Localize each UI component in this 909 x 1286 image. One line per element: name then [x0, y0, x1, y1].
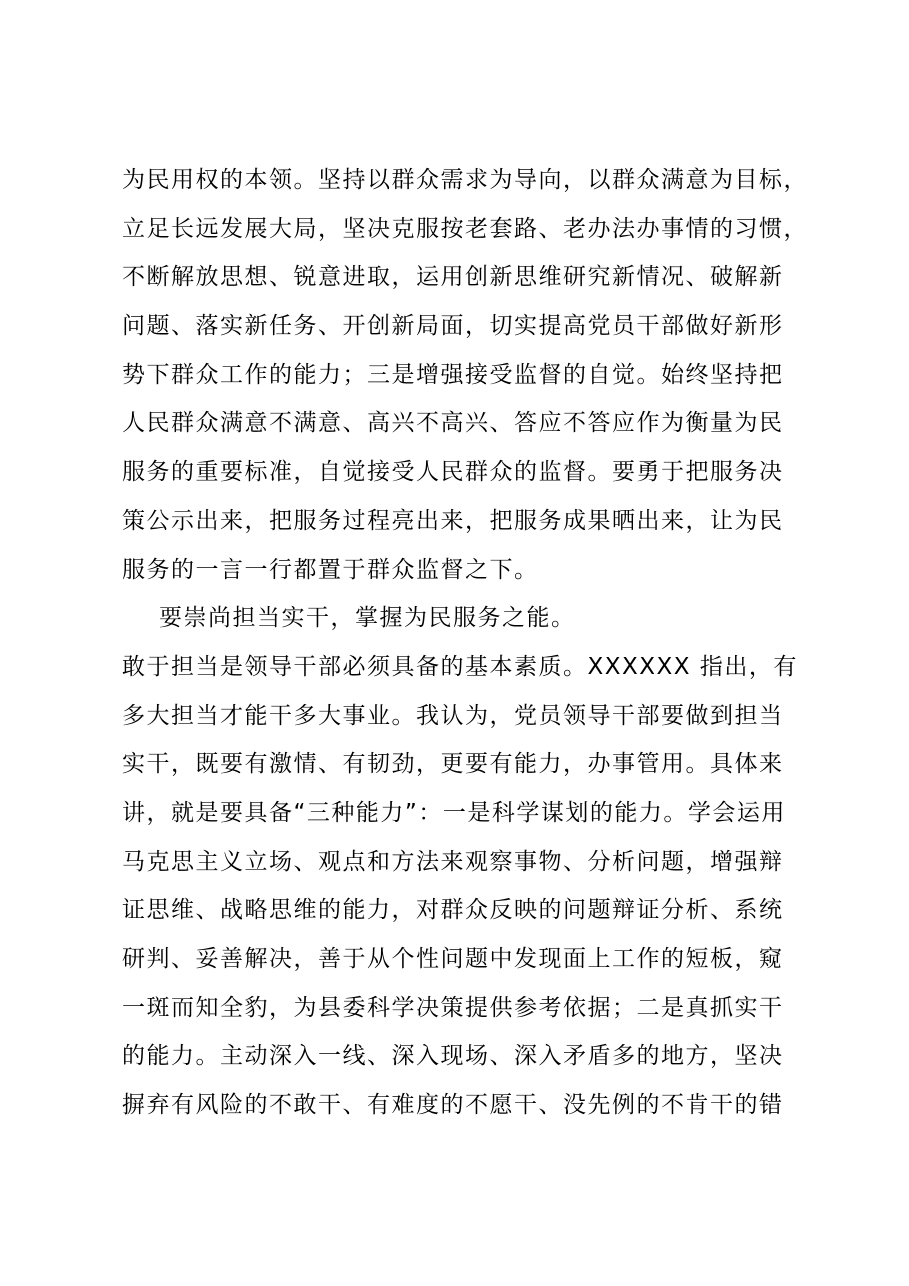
text-line: 研判、妥善解决，善于从个性问题中发现面上工作的短板，窥: [122, 946, 784, 972]
body-text: [122, 156, 822, 1130]
text-line: 为民用权的本领。坚持以群众需求为导向，以群众满意为目标，: [122, 167, 808, 193]
text-line: 服务的一言一行都置于群众监督之下。: [122, 556, 539, 583]
text-line: 证思维、战略思维的能力，对群众反映的问题辩证分析、系统: [122, 897, 784, 924]
text-line: 策公示出来，把服务过程亮出来，把服务成果晒出来，让为民: [122, 507, 784, 534]
text-line: 立足长远发展大局，坚决克服按老套路、老办法办事情的习惯，: [122, 215, 808, 242]
text-line: 摒弃有风险的不敢干、有难度的不愿干、没先例的不肯干的错: [122, 1092, 784, 1119]
section-heading: 要崇尚担当实干，掌握为民服务之能。: [159, 605, 576, 632]
text-line: 服务的重要标准，自觉接受人民群众的监督。要勇于把服务决: [122, 459, 784, 486]
text-line: 不断解放思想、锐意进取，运用创新思维研究新情况、破解新: [122, 264, 784, 291]
text-line: 势下群众工作的能力；三是增强接受监督的自觉。始终坚持把: [122, 361, 784, 388]
text-line: 马克思主义立场、观点和方法来观察事物、分析问题，增强辩: [122, 848, 784, 875]
text-line: 问题、落实新任务、开创新局面，切实提高党员干部做好新形: [122, 313, 784, 340]
text-line: 的能力。主动深入一线、深入现场、深入矛盾多的地方，坚决: [122, 1043, 784, 1070]
text-line: 实干，既要有激情、有韧劲，更要有能力，办事管用。具体来: [122, 751, 784, 778]
text-line: 讲，就是要具备“三种能力”：一是科学谋划的能力。学会运用: [122, 799, 786, 826]
text-line: 敢于担当是领导干部必须具备的基本素质。XXXXXX 指出，有: [122, 653, 798, 680]
text-line: 多大担当才能干多大事业。我认为，党员领导干部要做到担当: [122, 702, 784, 729]
text-line: 人民群众满意不满意、高兴不高兴、答应不答应作为衡量为民: [122, 410, 784, 437]
text-line: 一斑而知全豹，为县委科学决策提供参考依据；二是真抓实干: [122, 994, 784, 1021]
